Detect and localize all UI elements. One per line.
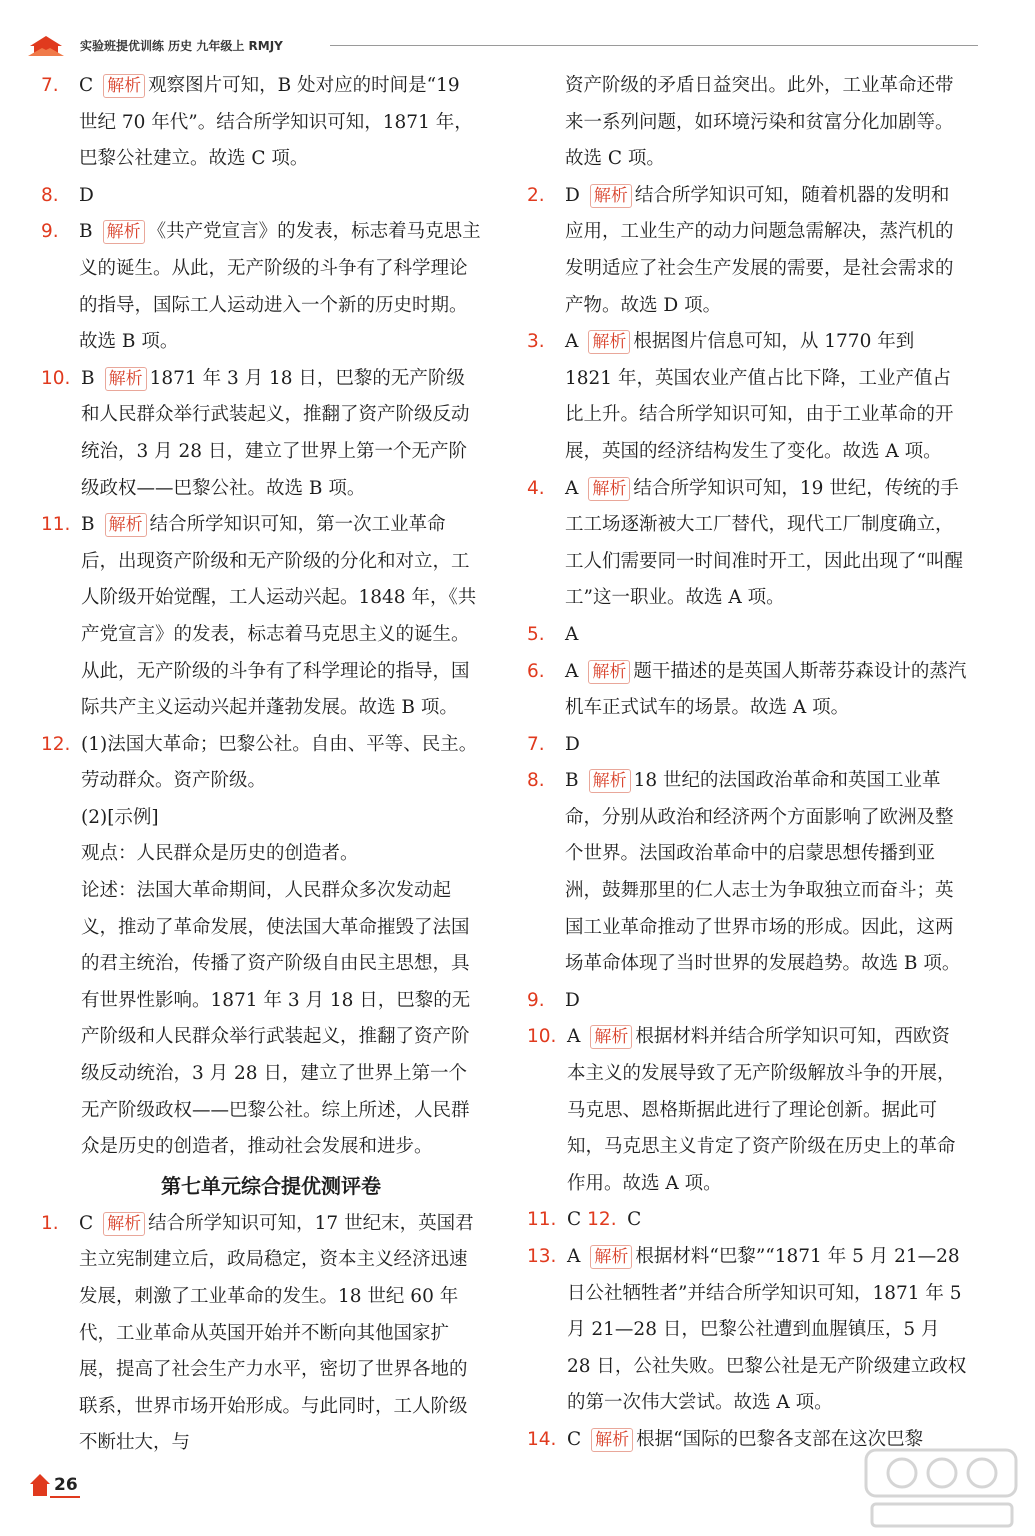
item-analysis: 根据材料“巴黎”“1871 年 5 月 21—28 日公社牺牲者”并结合所学知识可知，1871 年 5 月 21—28 日，巴黎公社遭到血腥镇压，5 月 28 日，公社失败。巴黎公社是无产阶级建立政权的第一次伟大尝试。故选 A 项。	[567, 1246, 967, 1414]
answer-item-8	[41, 178, 481, 215]
item-answer: A	[565, 331, 579, 353]
item-analysis: 根据材料并结合所学知识可知，西欧资本主义的发展导致了无产阶级解放斗争的开展，马克思、恩格斯据此进行了理论创新。据此可知，马克思主义肯定了资产阶级在历史上的革命作用。故选 A 项。	[567, 1026, 956, 1194]
item-number: 11.	[527, 1209, 557, 1231]
answer-item-s3	[527, 324, 967, 470]
answer-item-s8	[527, 763, 967, 983]
answer-item-s9	[527, 983, 967, 1020]
section-title: 第七单元综合提优测评卷	[161, 1173, 381, 1198]
item-answer: B	[565, 770, 579, 792]
item-answer: C	[79, 75, 94, 96]
answer-item-s13	[527, 1239, 967, 1422]
answer-item-11	[41, 507, 481, 727]
item-analysis: 结合所学知识可知，第一次工业革命后，出现资产阶级和无产阶级的分化和对立，工人阶级开始觉醒，工人运动兴起。1848 年，《共产党宣言》的发表，标志着马克思主义的诞生。从此，无产阶级的斗争有了科学理论的指导，国际共产主义运动兴起并蓬勃发展。故选 B 项。	[81, 514, 477, 719]
answer-item-s12	[587, 1202, 641, 1239]
item-analysis: 结合所学知识可知，19 世纪，传统的手工工场逐渐被大工厂替代，现代工厂制度确立，工人们需要同一时间准时开工，因此出现了“叫醒工”这一职业。故选 A 项。	[565, 477, 963, 609]
item-number: 9.	[527, 989, 545, 1011]
item-analysis: 题干描述的是英国人斯蒂芬森设计的蒸汽机车正式试车的场景。故选 A 项。	[565, 660, 967, 719]
item-analysis: 根据“国际的巴黎各支部在这次巴黎	[636, 1428, 924, 1450]
item-answer: A	[565, 660, 579, 682]
q12-part2-label: (2)[示例]	[81, 806, 159, 828]
item-analysis: 18 世纪的法国政治革命和英国工业革命，分别从政治和经济两个方面影响了欧洲及整个世界。法国政治革命中的启蒙思想传播到亚洲，鼓舞那里的仁人志士为争取独立而奋斗；英国工业革命推动了世界市场的形成。因此，这两场革命体现了当时世界的发展趋势。故选 B 项。	[565, 770, 961, 975]
answer-item-s4	[527, 471, 967, 617]
header-divider	[330, 45, 978, 46]
answer-item-s5	[527, 617, 967, 654]
answer-item-10	[41, 361, 481, 507]
answer-item-s6	[527, 654, 967, 727]
item-number: 13.	[527, 1246, 557, 1267]
item-answer: B	[81, 514, 95, 536]
analysis-tag: 解析	[103, 1212, 145, 1236]
item-analysis: 《共产党宣言》的发表，标志着马克思主义的诞生。从此，无产阶级的斗争有了科学理论的指导，国际工人运动进入一个新的历史时期。故选 B 项。	[79, 221, 481, 353]
answer-item-s2	[527, 178, 967, 324]
q12-part1: (1)法国大革命；巴黎公社。自由、平等、民主。劳动群众。资产阶级。	[81, 733, 478, 792]
book-logo-icon	[28, 34, 64, 56]
item-answer: D	[79, 184, 94, 206]
analysis-tag: 解析	[588, 477, 630, 501]
item-answer: D	[565, 184, 580, 206]
page-header	[28, 34, 978, 58]
item-answer: A	[565, 477, 579, 499]
analysis-tag: 解析	[589, 769, 631, 793]
item-answer: C	[627, 1209, 642, 1231]
analysis-tag: 解析	[590, 184, 632, 208]
item-analysis: 结合所学知识可知，随着机器的发明和应用，工业生产的动力问题急需解决，蒸汽机的发明适应了社会生产发展的需要，是社会需求的产物。故选 D 项。	[565, 184, 954, 316]
analysis-tag: 解析	[588, 660, 630, 684]
answer-item-s1	[41, 1206, 481, 1462]
analysis-tag: 解析	[590, 1025, 632, 1049]
answer-pair-11-12	[527, 1202, 967, 1239]
header-title: 实验班提优训练 历史 九年级上 RMJY	[80, 39, 283, 53]
analysis-tag: 解析	[590, 1245, 632, 1269]
answer-item-s7	[527, 727, 967, 764]
item-analysis: 根据图片信息可知，从 1770 年到 1821 年，英国农业产值占比下降，工业产值占比上升。结合所学知识可知，由于工业革命的开展，英国的经济结构发生了变化。故选 A 项。	[565, 331, 954, 462]
item-answer: C	[567, 1428, 582, 1450]
item-number: 10.	[527, 1026, 557, 1048]
item-analysis-continued: 资产阶级的矛盾日益突出。此外，工业革命还带来一系列问题，如环境污染和贫富分化加剧等。故选 C 项。	[565, 75, 954, 170]
item-number: 10.	[41, 367, 71, 389]
item-answer: D	[565, 989, 580, 1011]
answer-item-7	[41, 68, 481, 178]
analysis-tag: 解析	[103, 220, 145, 244]
item-number: 1.	[41, 1212, 59, 1234]
analysis-tag: 解析	[103, 74, 145, 98]
item-number: 12.	[41, 733, 71, 755]
answer-item-9	[41, 214, 481, 360]
answer-item-s11	[527, 1202, 581, 1239]
item-number: 5.	[527, 623, 545, 645]
q12-viewpoint: 观点：人民群众是历史的创造者。	[81, 843, 359, 865]
item-number: 11.	[41, 514, 71, 536]
right-column	[527, 68, 967, 1459]
item-answer: C	[79, 1212, 94, 1234]
item-number: 14.	[527, 1428, 557, 1450]
item-number: 2.	[527, 184, 545, 206]
page-number-badge	[28, 1470, 84, 1500]
analysis-tag: 解析	[105, 367, 147, 391]
item-analysis: 观察图片可知，B 处对应的时间是“19 世纪 70 年代”。结合所学知识可知，1871 年，巴黎公社建立。故选 C 项。	[79, 75, 473, 170]
page-number: 26	[54, 1475, 78, 1495]
item-analysis: 1871 年 3 月 18 日，巴黎的无产阶级和人民群众举行武装起义，推翻了资产阶级反动统治，3 月 28 日，建立了世界上第一个无产阶级政权——巴黎公社。故选 B 项。	[81, 367, 470, 499]
answer-item-s10	[527, 1019, 967, 1202]
analysis-tag: 解析	[588, 330, 630, 354]
item-analysis: 结合所学知识可知，17 世纪末，英国君主立宪制建立后，政局稳定，资本主义经济迅速发展，刺激了工业革命的发生。18 世纪 60 年代，工业革命从英国开始并不断向其他国家扩展，提高了社会生产力水平，密切了世界各地的联系，世界市场开始形成。与此同时，工人阶级不断壮大，与	[79, 1212, 474, 1454]
item-answer: D	[565, 733, 580, 755]
item-answer: B	[79, 221, 93, 243]
item-answer: A	[565, 623, 579, 645]
item-number: 7.	[527, 733, 545, 755]
item-number: 9.	[41, 221, 59, 243]
item-answer: A	[567, 1026, 581, 1048]
item-number: 6.	[527, 660, 545, 682]
left-column	[41, 68, 481, 1462]
analysis-tag: 解析	[105, 513, 147, 537]
item-answer: C	[567, 1209, 582, 1231]
item-number: 8.	[41, 184, 59, 206]
q1-continuation	[527, 68, 967, 178]
q12-argument: 论述：法国大革命期间，人民群众多次发动起义，推动了革命发展，使法国大革命摧毁了法国的君主统治，传播了资产阶级自由民主思想，具有世界性影响。1871 年 3 月 18 日，巴黎的无产阶级和人民群众举行武装起义，推翻了资产阶级反动统治，3 月 28 日，建立了世界上第一个无产阶级政权——巴黎公社。综上所述，人民群众是历史的创造者，推动社会发展和进步。	[81, 880, 471, 1158]
item-answer: B	[81, 367, 95, 389]
item-number: 8.	[527, 770, 545, 792]
analysis-tag: 解析	[591, 1428, 633, 1452]
item-answer: A	[567, 1246, 581, 1267]
item-number: 3.	[527, 331, 545, 353]
item-number: 4.	[527, 477, 545, 499]
answer-item-12	[41, 727, 481, 1166]
item-number: 7.	[41, 75, 59, 96]
item-number: 12.	[587, 1209, 617, 1231]
site-watermark-logo	[862, 1444, 1022, 1532]
